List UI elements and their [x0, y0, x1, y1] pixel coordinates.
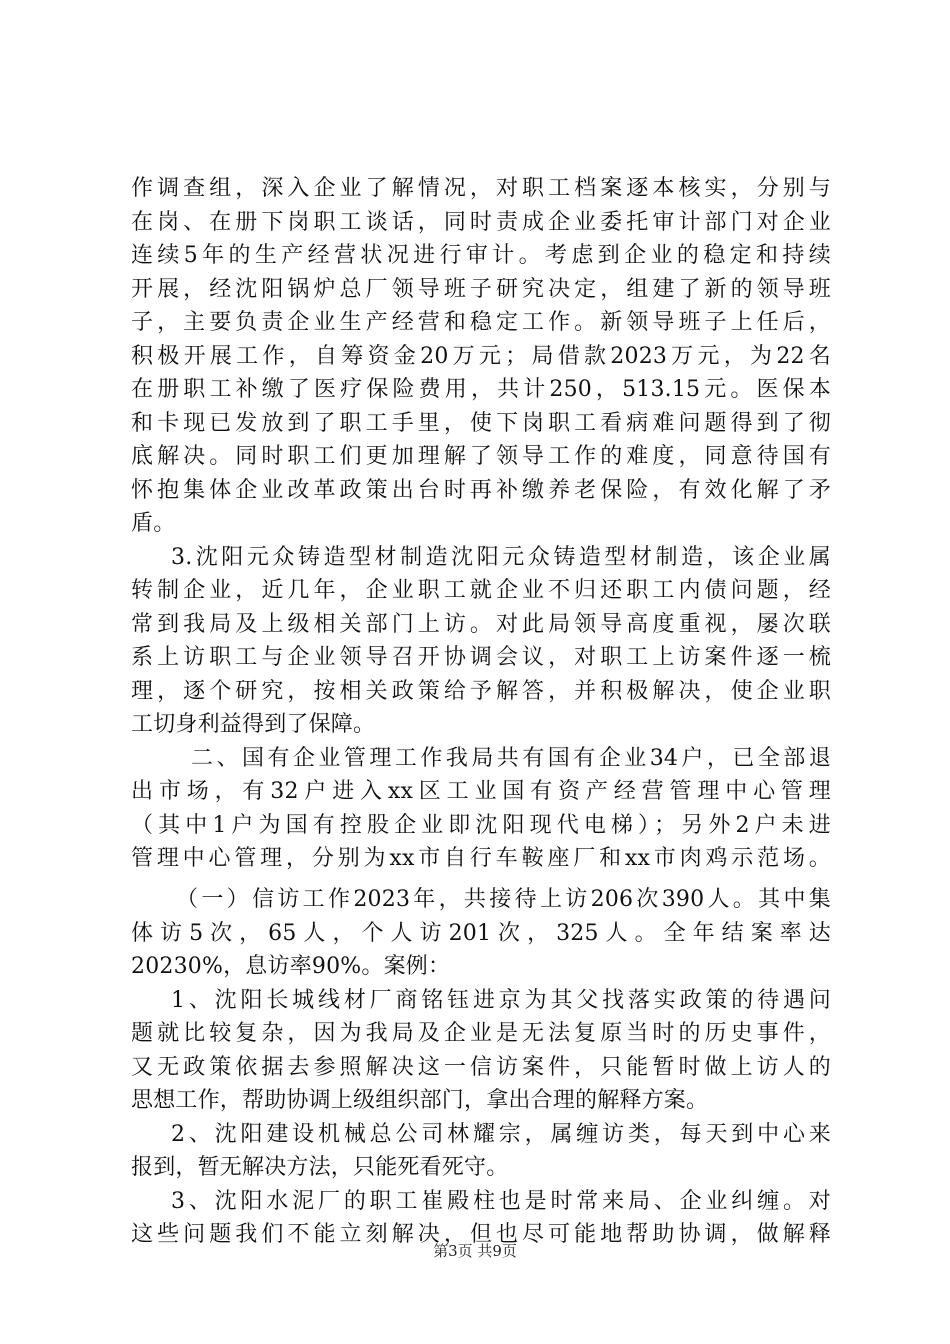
paragraph-line: 体访5次，65人，个人访201次，325人。全年结案率达 [131, 920, 831, 946]
paragraph-line: 子，主要负责企业生产经营和稳定工作。新领导班子上任后， [131, 310, 831, 335]
paragraph-line: 系上访职工与企业领导召开协调会议，对职工上访案件逐一梳 [131, 645, 831, 670]
paragraph-line: 和卡现已发放到了职工手里，使下岗职工看病难问题得到了彻 [131, 410, 831, 436]
paragraph-line: 作调查组，深入企业了解情况，对职工档案逐本核实，分别与 [131, 176, 831, 201]
paragraph-line: 管理中心管理，分别为xx市自行车鞍座厂和xx市肉鸡示范场。 [131, 846, 831, 871]
paragraph-line: 理，逐个研究，按相关政策给予解答，并积极解决，使企业职 [131, 678, 831, 704]
paragraph-line: 又无政策依据去参照解决这一信访案件，只能暂时做上访人的 [131, 1054, 831, 1080]
paragraph-line: 20230%，息访率90%。案例： [131, 954, 451, 979]
paragraph-line: 转制企业，近几年，企业职工就企业不归还职工内债问题，经 [131, 578, 831, 603]
paragraph-line: 3.沈阳元众铸造型材制造沈阳元众铸造型材制造，该企业属 [171, 544, 831, 570]
paragraph-line: 出市场，有32户进入xx区工业国有资产经营管理中心管理 [131, 779, 831, 804]
paragraph-line: 积极开展工作，自筹资金20万元；局借款2023万元，为22名 [131, 343, 831, 369]
paragraph-line: 在册职工补缴了医疗保险费用，共计250，513.15元。医保本 [131, 377, 831, 402]
paragraph-line: 底解决。同时职工们更加理解了领导工作的难度，同意待国有 [131, 444, 831, 469]
page-number-footer: 第3页 共9页 [433, 1242, 517, 1260]
paragraph-line: 2、沈阳建设机械总公司林耀宗，属缠访类，每天到中心来 [171, 1121, 831, 1147]
paragraph-line: 在岗、在册下岗职工谈话，同时责成企业委托审计部门对企业 [131, 209, 831, 235]
paragraph-line: 工切身利益得到了保障。 [131, 712, 376, 737]
paragraph-line: 二、国有企业管理工作我局共有国有企业34户，已全部退 [191, 745, 831, 771]
paragraph-line: 常到我局及上级相关部门上访。对此局领导高度重视，屡次联 [131, 611, 831, 637]
body-text-block-2 [131, 883, 831, 1252]
paragraph-line: 开展，经沈阳锅炉总厂领导班子研究决定，组建了新的领导班 [131, 276, 831, 302]
paragraph-line: 盾。 [131, 511, 176, 536]
paragraph-line: 报到，暂无解决方法，只能死看死守。 [131, 1155, 509, 1180]
paragraph-line: 题就比较复杂，因为我局及企业是无法复原当时的历史事件， [131, 1021, 831, 1046]
paragraph-line: 3、沈阳水泥厂的职工崔殿柱也是时常来局、企业纠缠。对 [171, 1188, 831, 1214]
paragraph-line: 连续5年的生产经营状况进行审计。考虑到企业的稳定和持续 [131, 243, 831, 268]
paragraph-line: （其中1户为国有控股企业即沈阳现代电梯）；另外2户未进 [131, 812, 831, 838]
paragraph-line: 怀抱集体企业改革政策出台时再补缴养老保险，有效化解了矛 [131, 477, 831, 503]
paragraph-line: 这些问题我们不能立刻解决，但也尽可能地帮助协调，做解释 [131, 1222, 831, 1247]
paragraph-line: （一）信访工作2023年，共接待上访206次390人。其中集 [176, 887, 831, 912]
paragraph-line: 1、沈阳长城线材厂商铭钰进京为其父找落实政策的待遇问 [171, 987, 831, 1013]
body-text-block-1 [131, 172, 831, 876]
paragraph-line: 思想工作，帮助协调上级组织部门，拿出合理的解释方案。 [131, 1088, 709, 1113]
